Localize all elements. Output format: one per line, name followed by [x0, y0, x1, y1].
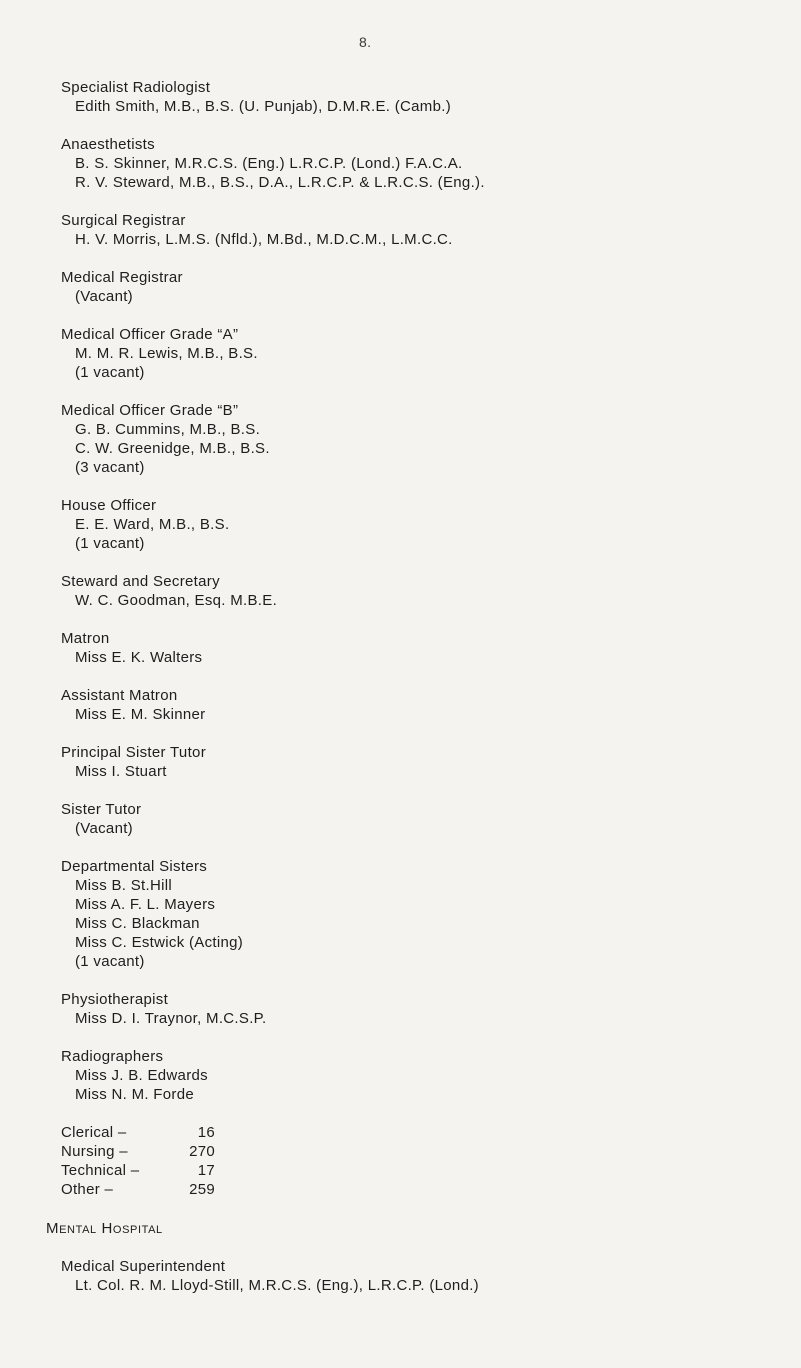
section-entry: (1 vacant): [75, 364, 145, 381]
section-entry: C. W. Greenidge, M.B., B.S.: [75, 440, 270, 457]
staff-section: [61, 496, 781, 553]
staff-section: [61, 325, 781, 382]
staff-sections: [61, 78, 781, 1104]
staff-counts: [61, 1123, 781, 1199]
section-entry: Miss N. M. Forde: [75, 1086, 194, 1103]
staff-section: [61, 135, 781, 192]
count-label: Clerical –: [61, 1124, 127, 1141]
count-label: Other –: [61, 1181, 114, 1198]
section-entry: Miss I. Stuart: [75, 763, 167, 780]
staff-section: [61, 686, 781, 724]
staff-section: [61, 268, 781, 306]
section-entry: Miss A. F. L. Mayers: [75, 896, 216, 913]
page-number: 8.: [359, 34, 372, 50]
staff-section: [61, 990, 781, 1028]
section-entry: Miss C. Blackman: [75, 915, 200, 932]
section-entry: Miss J. B. Edwards: [75, 1067, 208, 1084]
section-heading: Radiographers: [61, 1048, 164, 1065]
section-heading: Assistant Matron: [61, 687, 178, 704]
section-heading: Medical Officer Grade “B”: [61, 402, 239, 419]
mental-hospital-title: Mental Hospital: [46, 1220, 163, 1237]
section-heading: Medical Superintendent: [61, 1258, 226, 1275]
count-label: Nursing –: [61, 1143, 128, 1160]
section-entry: M. M. R. Lewis, M.B., B.S.: [75, 345, 258, 362]
section-entry: H. V. Morris, L.M.S. (Nfld.), M.Bd., M.D.C.M., L.M.C.C.: [75, 231, 453, 248]
section-entry: R. V. Steward, M.B., B.S., D.A., L.R.C.P. & L.R.C.S. (Eng.).: [75, 174, 485, 191]
count-row-nursing: [61, 1142, 781, 1161]
section-entry: Lt. Col. R. M. Lloyd-Still, M.R.C.S. (Eng.), L.R.C.P. (Lond.): [75, 1277, 479, 1294]
count-row-other: [61, 1180, 781, 1199]
staff-section: [61, 743, 781, 781]
section-medical-superintendent: [61, 1257, 781, 1295]
section-entry: B. S. Skinner, M.R.C.S. (Eng.) L.R.C.P. (Lond.) F.A.C.A.: [75, 155, 463, 172]
section-heading: Steward and Secretary: [61, 573, 220, 590]
section-heading: Departmental Sisters: [61, 858, 208, 875]
section-entry: (1 vacant): [75, 535, 145, 552]
section-heading: Physiotherapist: [61, 991, 169, 1008]
section-heading: Anaesthetists: [61, 136, 155, 153]
section-entry: (1 vacant): [75, 953, 145, 970]
staff-listing: [46, 78, 781, 1295]
section-entry: (Vacant): [75, 820, 133, 837]
section-heading: Specialist Radiologist: [61, 79, 211, 96]
count-value: 16: [197, 1124, 215, 1141]
section-entry: Miss B. St.Hill: [75, 877, 173, 894]
count-value: 259: [189, 1181, 215, 1198]
section-heading: Matron: [61, 630, 110, 647]
staff-section: [61, 800, 781, 838]
staff-section: [61, 572, 781, 610]
count-value: 270: [189, 1143, 215, 1160]
section-entry: W. C. Goodman, Esq. M.B.E.: [75, 592, 278, 609]
section-heading: House Officer: [61, 497, 157, 514]
staff-section: [61, 857, 781, 971]
staff-section: [61, 629, 781, 667]
section-entry: Miss E. M. Skinner: [75, 706, 206, 723]
staff-section: [61, 78, 781, 116]
section-entry: (Vacant): [75, 288, 133, 305]
section-entry: Miss C. Estwick (Acting): [75, 934, 244, 951]
count-label: Technical –: [61, 1162, 140, 1179]
section-heading: Medical Registrar: [61, 269, 183, 286]
staff-section: [61, 1047, 781, 1104]
section-heading: Medical Officer Grade “A”: [61, 326, 239, 343]
section-entry: Miss E. K. Walters: [75, 649, 203, 666]
section-entry: G. B. Cummins, M.B., B.S.: [75, 421, 261, 438]
section-heading: Sister Tutor: [61, 801, 142, 818]
count-row-clerical: [61, 1123, 781, 1142]
section-entry: Miss D. I. Traynor, M.C.S.P.: [75, 1010, 267, 1027]
section-heading: Surgical Registrar: [61, 212, 186, 229]
count-value: 17: [197, 1162, 215, 1179]
section-entry: Edith Smith, M.B., B.S. (U. Punjab), D.M.R.E. (Camb.): [75, 98, 451, 115]
section-entry: (3 vacant): [75, 459, 145, 476]
staff-section: [61, 211, 781, 249]
count-row-technical: [61, 1161, 781, 1180]
staff-section: [61, 401, 781, 477]
section-entry: E. E. Ward, M.B., B.S.: [75, 516, 230, 533]
section-heading: Principal Sister Tutor: [61, 744, 206, 761]
